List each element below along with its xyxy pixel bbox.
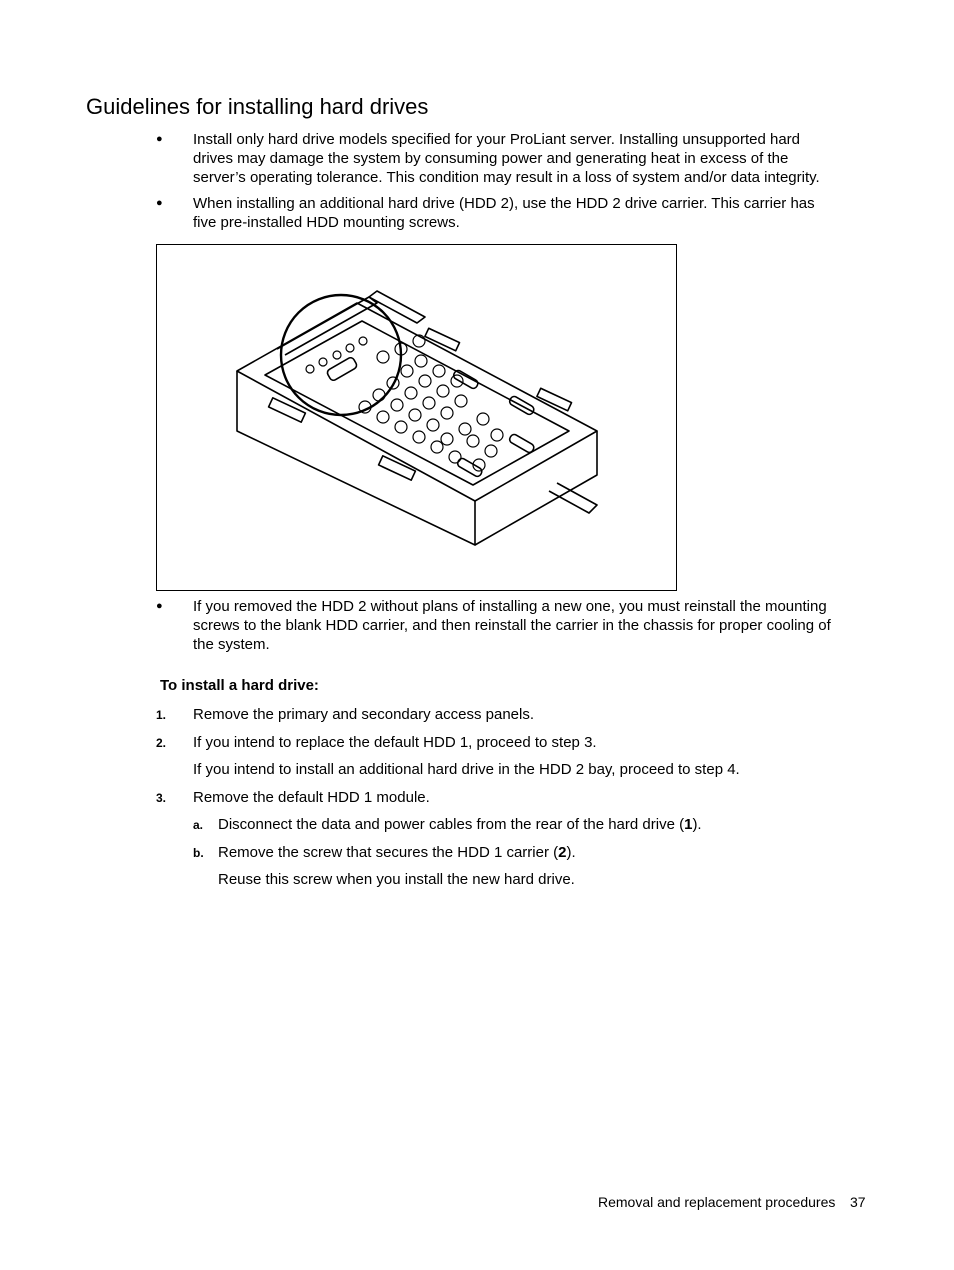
substep-text-part: Disconnect the data and power cables from the rear of the hard drive (	[218, 816, 685, 833]
step-text: Remove the default HDD 1 module.	[193, 789, 430, 806]
substep-letter: b.	[193, 846, 204, 860]
substep-letter: a.	[193, 818, 204, 832]
callout-number: 2	[558, 844, 567, 861]
page-title: Guidelines for installing hard drives	[86, 94, 429, 119]
bullet-text	[193, 194, 815, 232]
substep-text	[218, 815, 702, 834]
hdd-carrier-illustration	[157, 245, 676, 590]
text-line: five pre-installed HDD mounting screws.	[193, 214, 460, 231]
callout-number: 1	[684, 816, 693, 833]
step-number: 3.	[156, 791, 167, 805]
substep-text-part: Remove the screw that secures the HDD 1 carrier (	[218, 844, 559, 861]
bullet-icon: ●	[156, 600, 163, 612]
footer-section-title: Removal and replacement procedures	[598, 1194, 836, 1210]
substep-text	[218, 843, 576, 862]
step-number: 1.	[156, 708, 167, 722]
text-line: the system.	[193, 636, 270, 653]
bullet-text	[193, 597, 831, 654]
step-note: If you intend to install an additional hard drive in the HDD 2 bay, proceed to step 4.	[193, 761, 740, 778]
substep-note: Reuse this screw when you install the new hard drive.	[218, 871, 575, 888]
step-number: 2.	[156, 736, 167, 750]
bullet-icon: ●	[156, 197, 163, 209]
procedure-heading: To install a hard drive:	[160, 677, 319, 694]
text-line: If you removed the HDD 2 without plans of installing a new one, you must reinstall the mounting	[193, 598, 827, 615]
substep-text-part: ).	[692, 816, 702, 833]
text-line: Install only hard drive models specified for your ProLiant server. Installing unsupported hard	[193, 131, 800, 148]
text-line: screws to the blank HDD carrier, and then reinstall the carrier in the chassis for proper cooling of	[193, 617, 831, 634]
bullet-text	[193, 130, 820, 187]
footer-page-number: 37	[850, 1194, 866, 1210]
bullet-icon: ●	[156, 133, 163, 145]
drive-carrier-figure	[156, 244, 677, 591]
text-line: drives may damage the system by consuming power and generating heat in excess of the	[193, 150, 789, 167]
text-line: When installing an additional hard drive (HDD 2), use the HDD 2 drive carrier. This carrier has	[193, 195, 815, 212]
step-text: If you intend to replace the default HDD 1, proceed to step 3.	[193, 734, 597, 751]
text-line: server’s operating tolerance. This condition may result in a loss of system and/or data integrity.	[193, 169, 820, 186]
substep-text-part: ).	[566, 844, 576, 861]
step-text: Remove the primary and secondary access panels.	[193, 706, 535, 723]
